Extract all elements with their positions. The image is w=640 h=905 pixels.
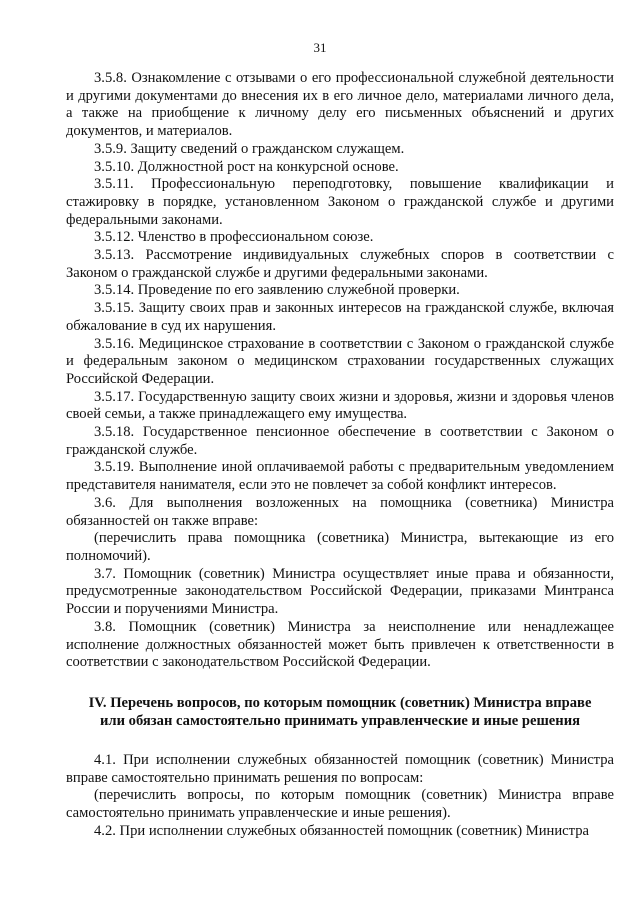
section-heading-line-2: или обязан самостоятельно принимать управленческие и иные решения bbox=[100, 712, 580, 729]
paragraph-3-5-9: 3.5.9. Защиту сведений о гражданском служащем. bbox=[94, 140, 405, 157]
paragraph-3-5-8: 3.5.8. Ознакомление с отзывами о его профессиональной служебной деятельности и другими документами до внесения их в его личное дело, материалами личного дела, а также на приобщение к личному делу его письменных объяснений и других документов, и материалов. bbox=[66, 70, 614, 140]
paragraph-3-8: 3.8. Помощник (советник) Министра за неисполнение или ненадлежащее исполнение должностных обязанностей может быть привлечен к ответственности в соответствии с законодательством Российской Федерации. bbox=[66, 618, 614, 671]
paragraph-3-5-13: 3.5.13. Рассмотрение индивидуальных служебных споров в соответствии с Законом о гражданской службе и другими федеральными законами. bbox=[66, 247, 614, 281]
paragraph-3-5-12: 3.5.12. Членство в профессиональном союзе. bbox=[94, 229, 374, 246]
paragraph-3-5-19: 3.5.19. Выполнение иной оплачиваемой работы с предварительным уведомлением представителя нанимателя, если это не повлечет за собой конфликт интересов. bbox=[66, 459, 614, 494]
paragraph-3-5-15: 3.5.15. Защиту своих прав и законных интересов на гражданской службе, включая обжалование в суд их нарушения. bbox=[66, 300, 614, 334]
paragraph-3-6: 3.6. Для выполнения возложенных на помощника (советника) Министра обязанностей он также вправе: bbox=[66, 494, 614, 529]
paragraph-4-1: 4.1. При исполнении служебных обязанностей помощник (советник) Министра вправе самостоятельно принимать решения по вопросам: bbox=[66, 751, 614, 786]
page-number: 31 bbox=[313, 40, 327, 55]
paragraph-3-5-18: 3.5.18. Государственное пенсионное обеспечение в соответствии с Законом о гражданской службе. bbox=[66, 424, 614, 458]
paragraph-3-5-14: 3.5.14. Проведение по его заявлению служебной проверки. bbox=[94, 282, 460, 299]
paragraph-3-5-11: 3.5.11. Профессиональную переподготовку, повышение квалификации и стажировку в порядке, установленном Законом о гражданской службе и другими федеральными законами. bbox=[66, 176, 614, 228]
paragraph-3-5-16: 3.5.16. Медицинское страхование в соответствии с Законом о гражданской службе и федеральным законом о медицинском страховании государственных служащих Российской Федерации. bbox=[66, 335, 614, 387]
paragraph-3-6-note: (перечислить права помощника (советника) Министра, вытекающие из его полномочий). bbox=[66, 530, 614, 564]
section-iv-heading bbox=[66, 694, 614, 730]
paragraph-3-5-10: 3.5.10. Должностной рост на конкурсной основе. bbox=[94, 158, 399, 175]
paragraph-3-5-17: 3.5.17. Государственную защиту своих жизни и здоровья, жизни и здоровья членов своей семьи, а также принадлежащего ему имущества. bbox=[66, 388, 614, 423]
paragraph-4-2: 4.2. При исполнении служебных обязанностей помощник (советник) Министра bbox=[94, 822, 589, 839]
section-heading-line-1: IV. Перечень вопросов, по которым помощник (советник) Министра вправе bbox=[88, 694, 592, 711]
document-body bbox=[66, 70, 614, 840]
paragraph-3-7: 3.7. Помощник (советник) Министра осуществляет иные права и обязанности, предусмотренные законодательством Российской Федерации, приказами Минтранса России и поручениями Министра. bbox=[66, 565, 614, 618]
paragraph-4-1-note: (перечислить вопросы, по которым помощник (советник) Министра вправе самостоятельно принимать управленческие и иные решения). bbox=[66, 787, 614, 822]
